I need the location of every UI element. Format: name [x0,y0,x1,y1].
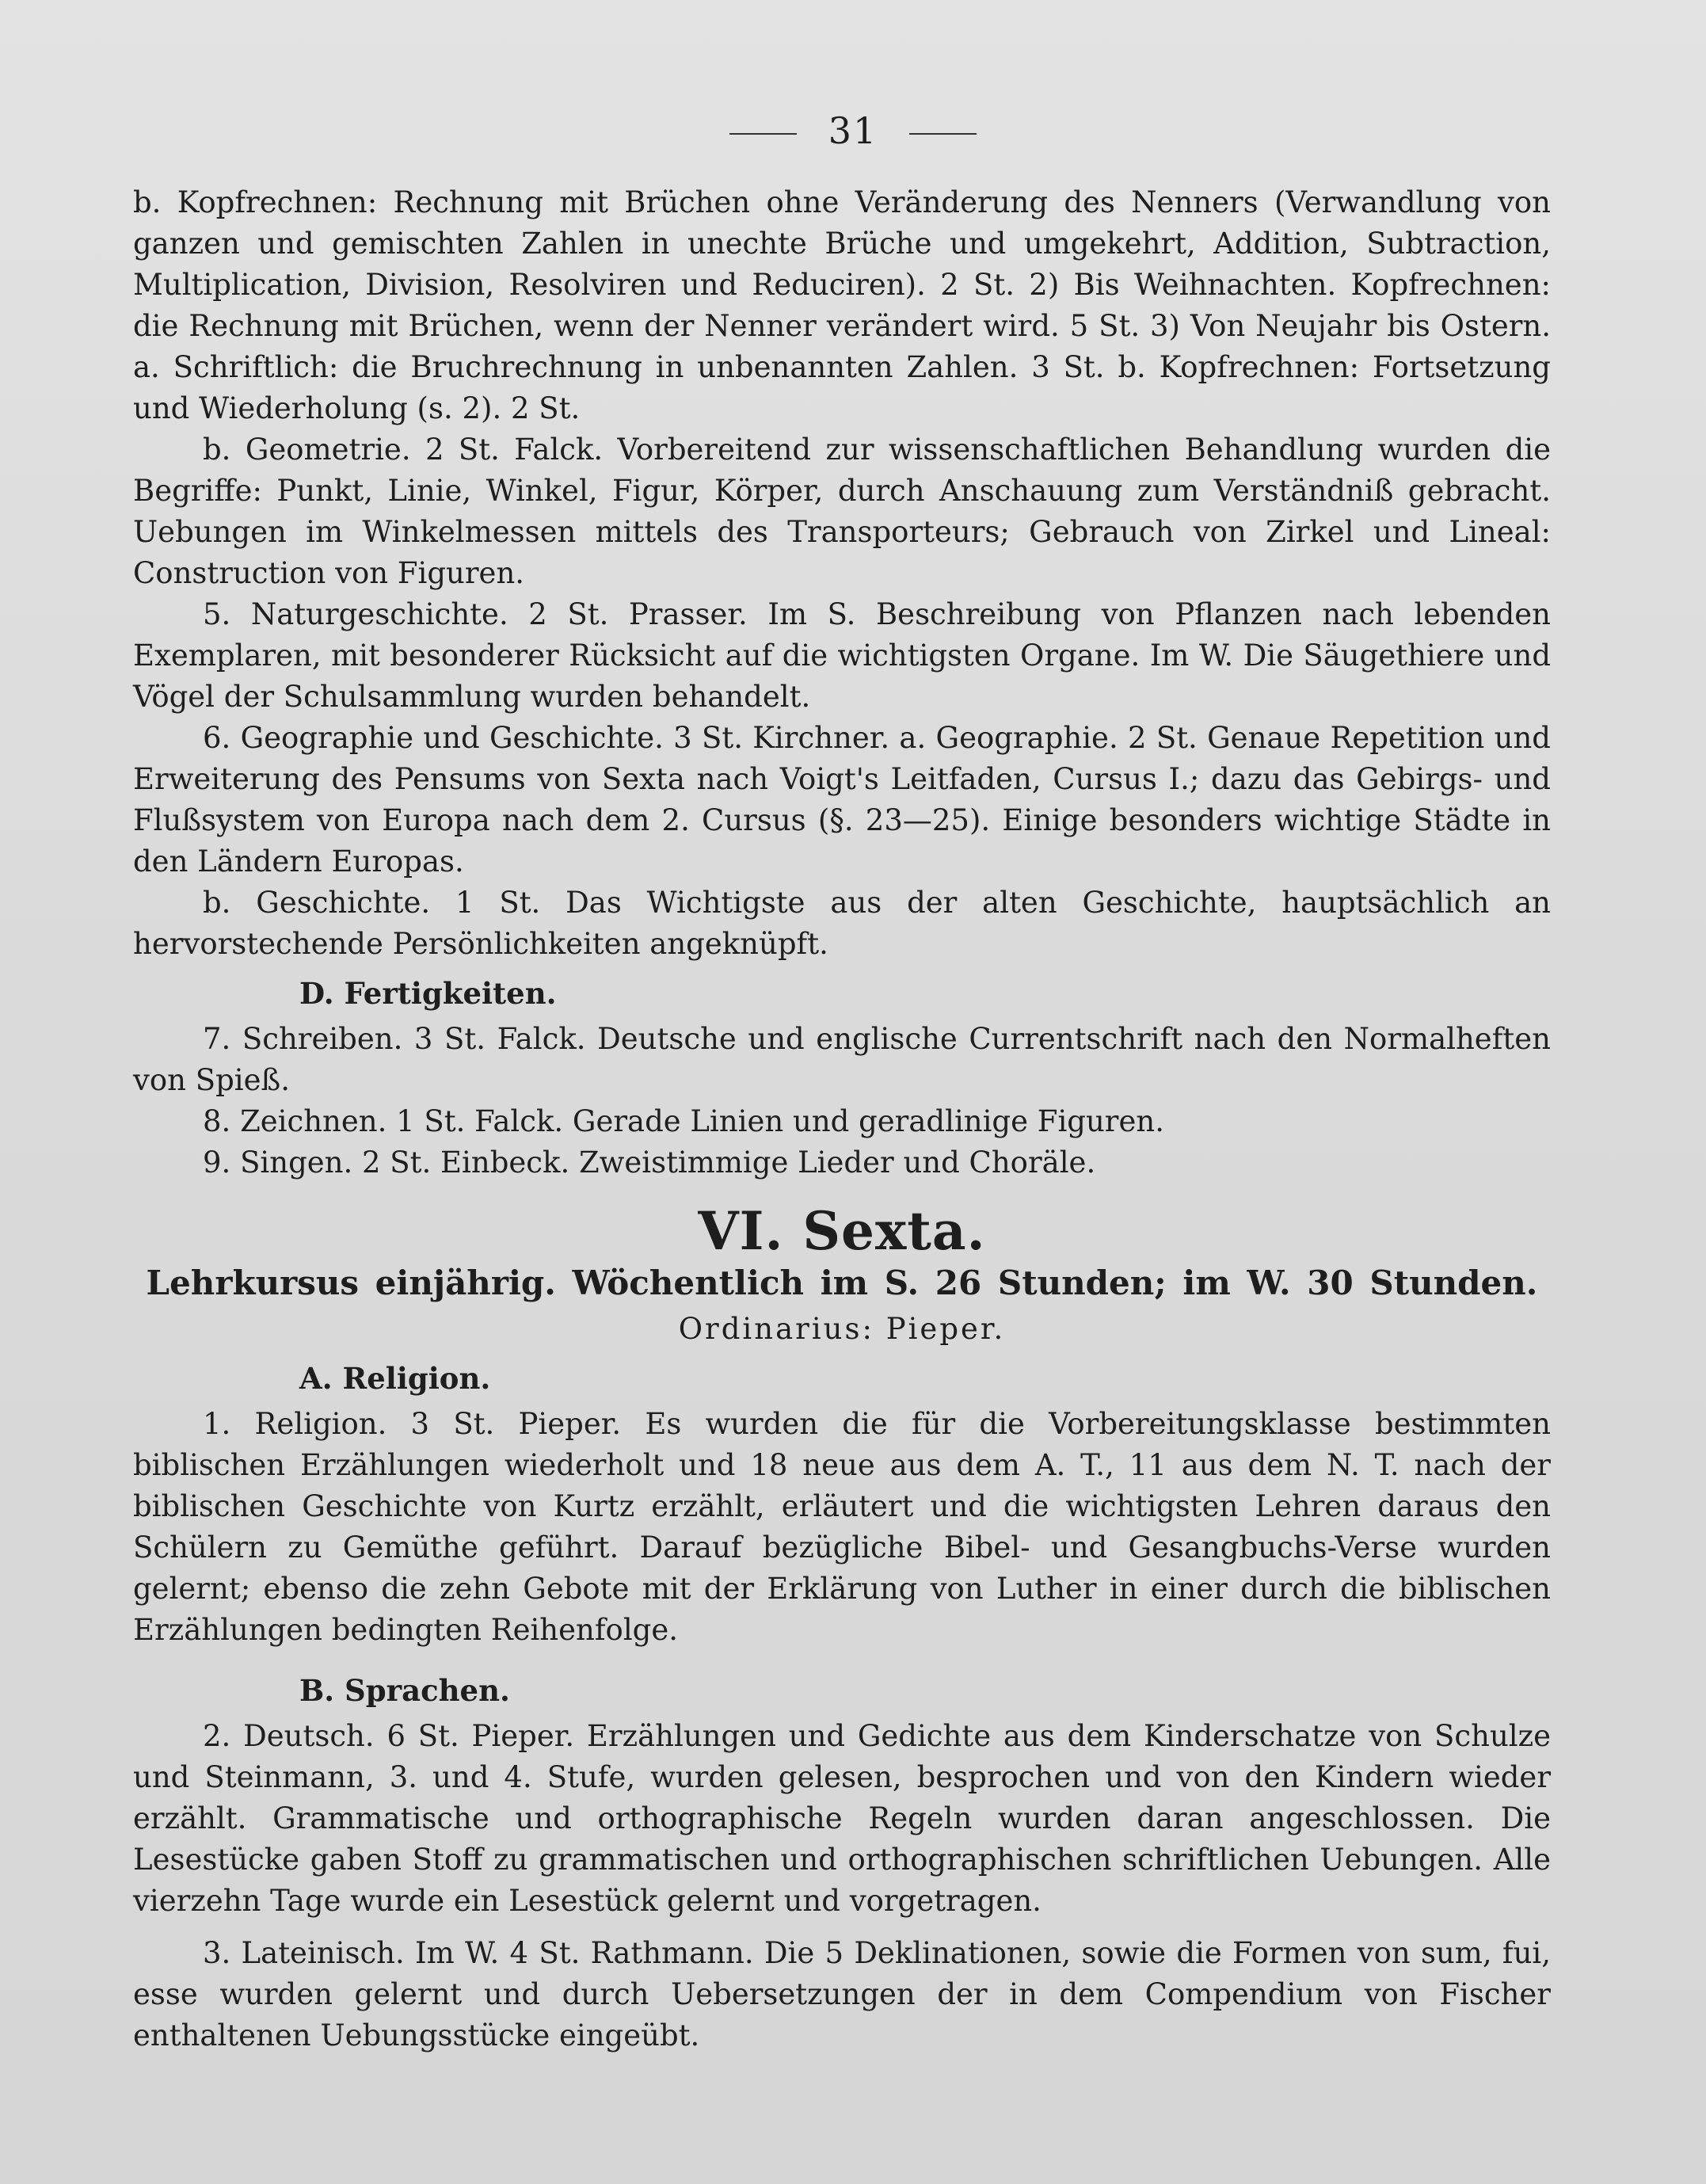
paragraph-deutsch: 2. Deutsch. 6 St. Pieper. Erzählungen und Gedichte aus dem Kinderschatze von Schulze und Steinmann, 3. und 4. Stufe, wurden gelesen, besprochen und von den Kindern wieder erzählt. Grammatische und orthographische Regeln wurden daran angeschlossen. Die Lesestücke gaben Stoff zu grammatischen und orthographischen schriftlichen Uebungen. Alle vierzehn Tage wurde ein Lesestück gelernt und vorgetragen. [133,1719,1551,1918]
paragraph-geschichte: b. Geschichte. 1 St. Das Wichtigste aus der alten Geschichte, hauptsächlich an hervorstechende Persönlichkeiten angeknüpft. [133,886,1551,961]
paragraph-geometrie: b. Geometrie. 2 St. Falck. Vorbereitend zur wissenschaftlichen Behandlung wurden die Begriffe: Punkt, Linie, Winkel, Figur, Körper, durch Anschauung zum Verständniß gebracht. Uebungen im Winkelmessen mittels des Transporteurs; Gebrauch von Zirkel und Lineal: Construction von Figuren. [133,433,1551,590]
section-heading-fertigkeiten: D. Fertigkeiten. [299,976,557,1011]
paragraph-naturgeschichte: 5. Naturgeschichte. 2 St. Prasser. Im S. Beschreibung von Pflanzen nach lebenden Exemplaren, mit besonderer Rücksicht auf die wichtigsten Organe. Im W. Die Säugethiere und Vögel der Schulsammlung wurden behandelt. [133,597,1551,714]
header-rule-right [909,133,977,135]
page-body [133,182,1551,2056]
paragraph-schreiben: 7. Schreiben. 3 St. Falck. Deutsche und englische Currentschrift nach den Normalheften von Spieß. [133,1022,1551,1097]
paragraph-lateinisch: 3. Lateinisch. Im W. 4 St. Rathmann. Die 5 Deklinationen, sowie die Formen von sum, fui, esse wurden gelernt und durch Uebersetzungen der in dem Compendium von Fischer enthaltenen Uebungsstücke eingeübt. [133,1936,1551,2053]
section-heading-sprachen: B. Sprachen. [299,1673,510,1708]
course-info: Lehrkursus einjährig. Wöchentlich im S. 26 Stunden; im W. 30 Stunden. [146,1264,1538,1302]
section-heading-religion: A. Religion. [299,1361,491,1396]
class-title-sexta: VI. Sexta. [698,1200,986,1262]
header-rule-left [729,133,797,135]
page-header [0,109,1706,152]
page-number: 31 [828,109,878,152]
spacer [133,1651,1551,1662]
spacer [133,1922,1551,1933]
ordinarius-line: Ordinarius: Pieper. [678,1312,1006,1346]
paragraph-religion: 1. Religion. 3 St. Pieper. Es wurden die für die Vorbereitungsklasse bestimmten biblischen Erzählungen wiederholt und 18 neue aus dem A. T., 11 aus dem N. T. nach der biblischen Geschichte von Kurtz erzählt, erläutert und die wichtigsten Lehren daraus den Schülern zu Gemüthe geführt. Darauf bezügliche Bibel- und Gesangbuchs-Verse wurden gelernt; ebenso die zehn Gebote mit der Erklärung von Luther in einer durch die biblischen Erzählungen bedingten Reihenfolge. [133,1407,1551,1647]
paragraph-singen: 9. Singen. 2 St. Einbeck. Zweistimmige Lieder und Choräle. [203,1145,1096,1180]
paragraph-zeichnen: 8. Zeichnen. 1 St. Falck. Gerade Linien und geradlinige Figuren. [203,1104,1164,1138]
paragraph-geographie: 6. Geographie und Geschichte. 3 St. Kirchner. a. Geographie. 2 St. Genaue Repetition und Erweiterung des Pensums von Sexta nach Voigt's Leitfaden, Cursus I.; dazu das Gebirgs- und Flußsystem von Europa nach dem 2. Cursus (§. 23—25). Einige besonders wichtige Städte in den Ländern Europas. [133,721,1551,879]
paragraph-kopfrechnen: b. Kopfrechnen: Rechnung mit Brüchen ohne Veränderung des Nenners (Verwandlung von ganzen und gemischten Zahlen in unechte Brüche und umgekehrt, Addition, Subtraction, Multiplication, Division, Resolviren und Reduciren). 2 St. 2) Bis Weihnachten. Kopfrechnen: die Rechnung mit Brüchen, wenn der Nenner verändert wird. 5 St. 3) Von Neujahr bis Ostern. a. Schriftlich: die Bruchrechnung in unbenannten Zahlen. 3 St. b. Kopfrechnen: Fortsetzung und Wiederholung (s. 2). 2 St. [133,185,1551,425]
